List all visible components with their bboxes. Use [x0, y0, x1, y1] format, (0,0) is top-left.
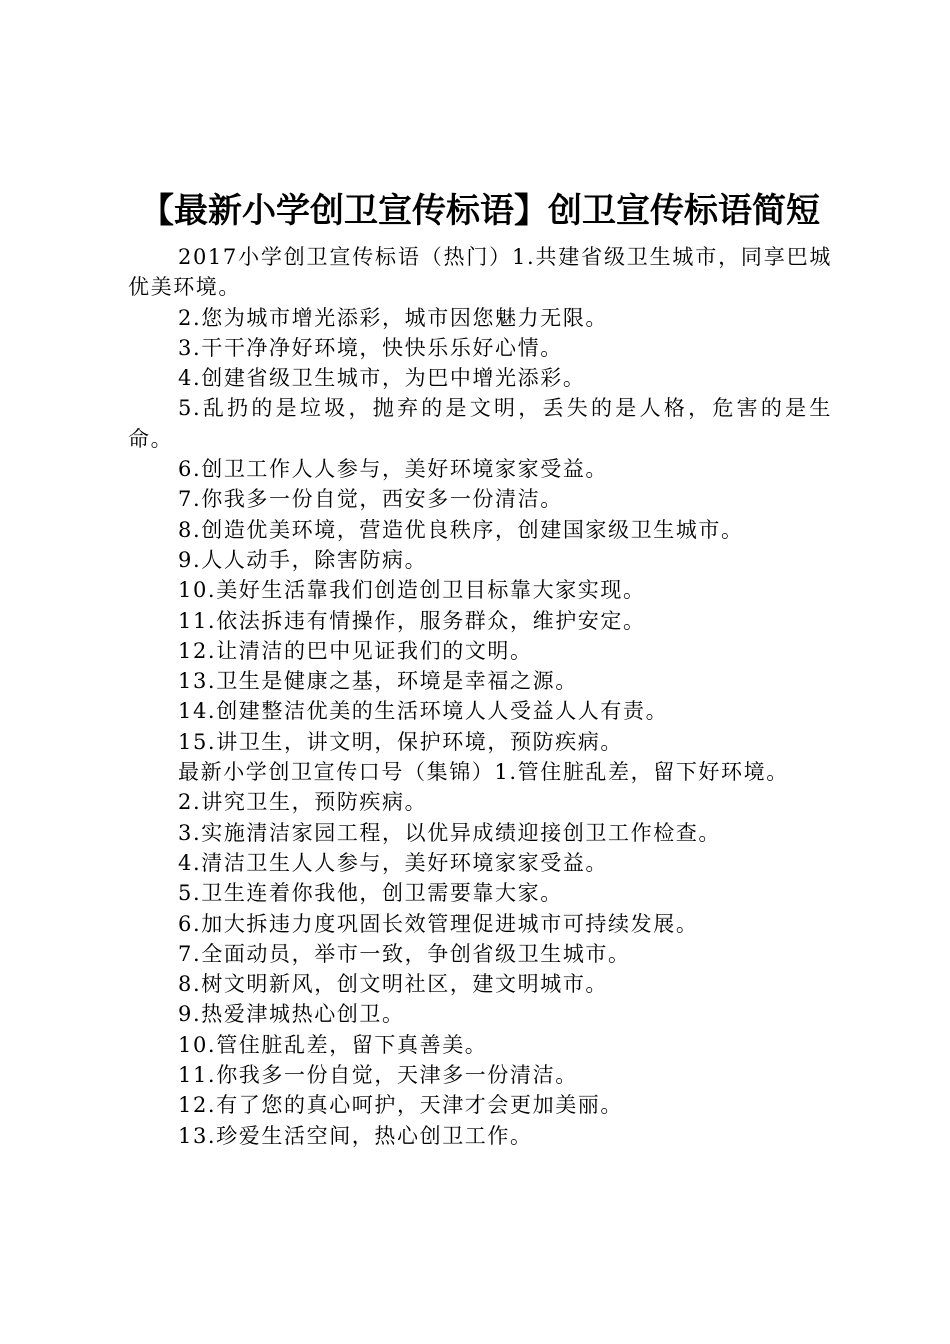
paragraph: 14.创建整洁优美的生活环境人人受益人人有责。 — [178, 699, 669, 724]
paragraph: 3.实施清洁家园工程，以优异成绩迎接创卫工作检查。 — [178, 820, 722, 845]
paragraph: 12.让清洁的巴中见证我们的文明。 — [178, 638, 533, 663]
paragraph: 5.乱扔的是垃圾，抛弃的是文明，丢失的是人格，危害的是生命。 — [128, 396, 832, 451]
paragraph: 11.依法拆违有情操作，服务群众，维护安定。 — [178, 608, 646, 633]
paragraph: 4.清洁卫生人人参与，美好环境家家受益。 — [178, 850, 609, 875]
paragraph: 7.全面动员，举市一致，争创省级卫生城市。 — [178, 941, 631, 966]
paragraph: 12.有了您的真心呵护，天津才会更加美丽。 — [178, 1093, 623, 1118]
paragraph: 8.创造优美环境，营造优良秩序，创建国家级卫生城市。 — [178, 517, 744, 542]
paragraph: 10.美好生活靠我们创造创卫目标靠大家实现。 — [178, 578, 646, 603]
paragraph: 3.干干净净好环境，快快乐乐好心情。 — [178, 335, 563, 360]
paragraph: 9.热爱津城热心创卫。 — [178, 1002, 405, 1027]
document-page — [128, 190, 832, 1151]
paragraph: 13.卫生是健康之基，环境是幸福之源。 — [178, 669, 578, 694]
paragraph: 2017小学创卫宣传标语（热门）1.共建省级卫生城市，同享巴城优美环境。 — [128, 245, 832, 300]
document-body — [128, 242, 832, 1151]
document-title: 【最新小学创卫宣传标语】创卫宣传标语简短 — [140, 191, 820, 231]
paragraph: 13.珍爱生活空间，热心创卫工作。 — [178, 1123, 533, 1148]
paragraph: 9.人人动手，除害防病。 — [178, 547, 428, 572]
paragraph: 6.加大拆违力度巩固长效管理促进城市可持续发展。 — [178, 911, 699, 936]
paragraph: 10.管住脏乱差，留下真善美。 — [178, 1032, 488, 1057]
paragraph: 15.讲卫生，讲文明，保护环境，预防疾病。 — [178, 729, 623, 754]
paragraph: 最新小学创卫宣传口号（集锦）1.管住脏乱差，留下好环境。 — [178, 760, 789, 785]
paragraph: 2.讲究卫生，预防疾病。 — [178, 790, 428, 815]
paragraph: 4.创建省级卫生城市，为巴中增光添彩。 — [178, 366, 586, 391]
paragraph: 2.您为城市增光添彩，城市因您魅力无限。 — [178, 305, 609, 330]
paragraph: 6.创卫工作人人参与，美好环境家家受益。 — [178, 457, 609, 482]
paragraph: 11.你我多一份自觉，天津多一份清洁。 — [178, 1063, 578, 1088]
paragraph: 5.卫生连着你我他，创卫需要靠大家。 — [178, 881, 563, 906]
paragraph: 8.树文明新风，创文明社区，建文明城市。 — [178, 972, 609, 997]
paragraph: 7.你我多一份自觉，西安多一份清洁。 — [178, 487, 563, 512]
